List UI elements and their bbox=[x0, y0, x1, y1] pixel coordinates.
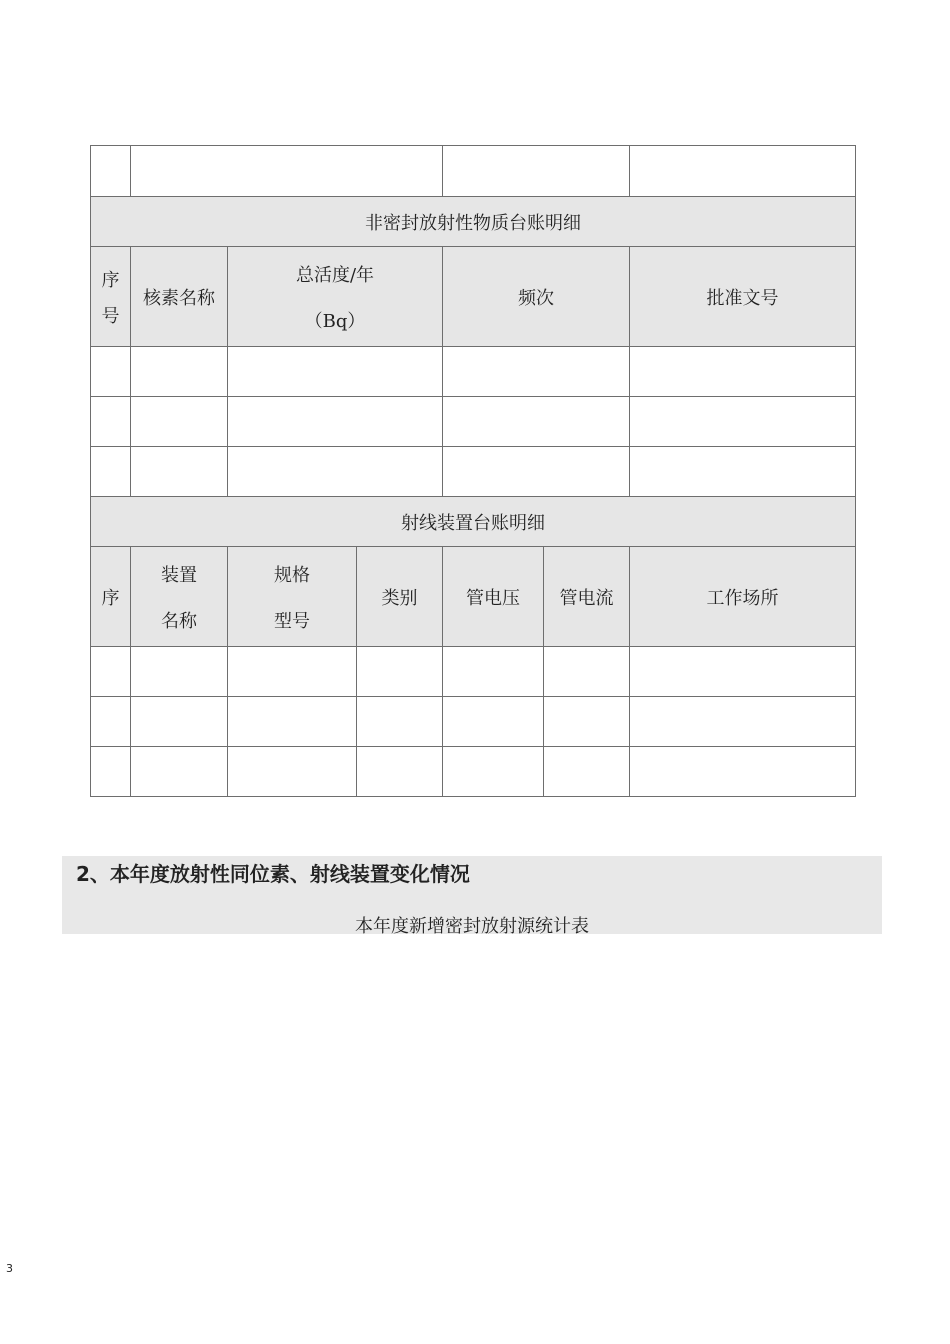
table-row bbox=[91, 447, 856, 497]
table-cell[interactable] bbox=[630, 697, 856, 747]
table-cell[interactable] bbox=[443, 697, 544, 747]
table-row bbox=[91, 747, 856, 797]
table-cell[interactable] bbox=[443, 647, 544, 697]
table-row bbox=[91, 146, 856, 197]
table-row bbox=[91, 647, 856, 697]
table-cell[interactable] bbox=[91, 647, 131, 697]
table-cell[interactable] bbox=[228, 697, 357, 747]
header-seq: 序 号 bbox=[91, 247, 131, 347]
header-nuclide: 核素名称 bbox=[131, 247, 228, 347]
header-activity: 总活度/年 （Bq） bbox=[228, 247, 443, 347]
section-block bbox=[62, 856, 882, 937]
table-row bbox=[91, 347, 856, 397]
table-cell[interactable] bbox=[228, 747, 357, 797]
table-cell[interactable] bbox=[443, 447, 630, 497]
table-cell[interactable] bbox=[131, 347, 228, 397]
section-subtitle: 本年度新增密封放射源统计表 bbox=[355, 916, 589, 937]
table-cell[interactable] bbox=[630, 397, 856, 447]
header-seq: 序 bbox=[91, 547, 131, 647]
ray-section-title: 射线装置台账明细 bbox=[91, 497, 856, 547]
table-row bbox=[91, 697, 856, 747]
table-cell[interactable] bbox=[131, 146, 443, 197]
table-cell[interactable] bbox=[544, 747, 630, 797]
table-cell[interactable] bbox=[228, 397, 443, 447]
header-workplace: 工作场所 bbox=[630, 547, 856, 647]
table-cell[interactable] bbox=[544, 697, 630, 747]
unsealed-header-row bbox=[91, 247, 856, 347]
table-cell[interactable] bbox=[443, 747, 544, 797]
header-category: 类别 bbox=[357, 547, 443, 647]
table-cell[interactable] bbox=[91, 697, 131, 747]
table-cell[interactable] bbox=[91, 347, 131, 397]
table-cell[interactable] bbox=[443, 397, 630, 447]
table-cell[interactable] bbox=[357, 747, 443, 797]
table-cell[interactable] bbox=[131, 697, 228, 747]
table-cell[interactable] bbox=[544, 647, 630, 697]
header-spec: 规格 型号 bbox=[228, 547, 357, 647]
table-cell[interactable] bbox=[443, 146, 630, 197]
table-cell[interactable] bbox=[228, 647, 357, 697]
table-cell[interactable] bbox=[630, 347, 856, 397]
table-cell[interactable] bbox=[443, 347, 630, 397]
table-cell[interactable] bbox=[131, 747, 228, 797]
table-cell[interactable] bbox=[228, 347, 443, 397]
section-heading: 2、本年度放射性同位素、射线装置变化情况 bbox=[76, 862, 470, 886]
header-voltage: 管电压 bbox=[443, 547, 544, 647]
unsealed-section-title-row bbox=[91, 197, 856, 247]
header-device: 装置 名称 bbox=[131, 547, 228, 647]
table-cell[interactable] bbox=[91, 146, 131, 197]
table-cell[interactable] bbox=[91, 747, 131, 797]
table-cell[interactable] bbox=[228, 447, 443, 497]
header-frequency: 频次 bbox=[443, 247, 630, 347]
header-current: 管电流 bbox=[544, 547, 630, 647]
table-cell[interactable] bbox=[630, 146, 856, 197]
table-cell[interactable] bbox=[131, 397, 228, 447]
table-cell[interactable] bbox=[357, 647, 443, 697]
header-approval: 批准文号 bbox=[630, 247, 856, 347]
ray-header-row bbox=[91, 547, 856, 647]
ray-section-title-row bbox=[91, 497, 856, 547]
unsealed-section-title: 非密封放射性物质台账明细 bbox=[91, 197, 856, 247]
table-cell[interactable] bbox=[630, 747, 856, 797]
table-cell[interactable] bbox=[91, 447, 131, 497]
ledger-table bbox=[90, 145, 856, 797]
page-number: 3 bbox=[6, 1262, 13, 1275]
table-row bbox=[91, 397, 856, 447]
table-cell[interactable] bbox=[630, 447, 856, 497]
table-cell[interactable] bbox=[357, 697, 443, 747]
table-cell[interactable] bbox=[91, 397, 131, 447]
table-cell[interactable] bbox=[630, 647, 856, 697]
table-cell[interactable] bbox=[131, 447, 228, 497]
table-cell[interactable] bbox=[131, 647, 228, 697]
